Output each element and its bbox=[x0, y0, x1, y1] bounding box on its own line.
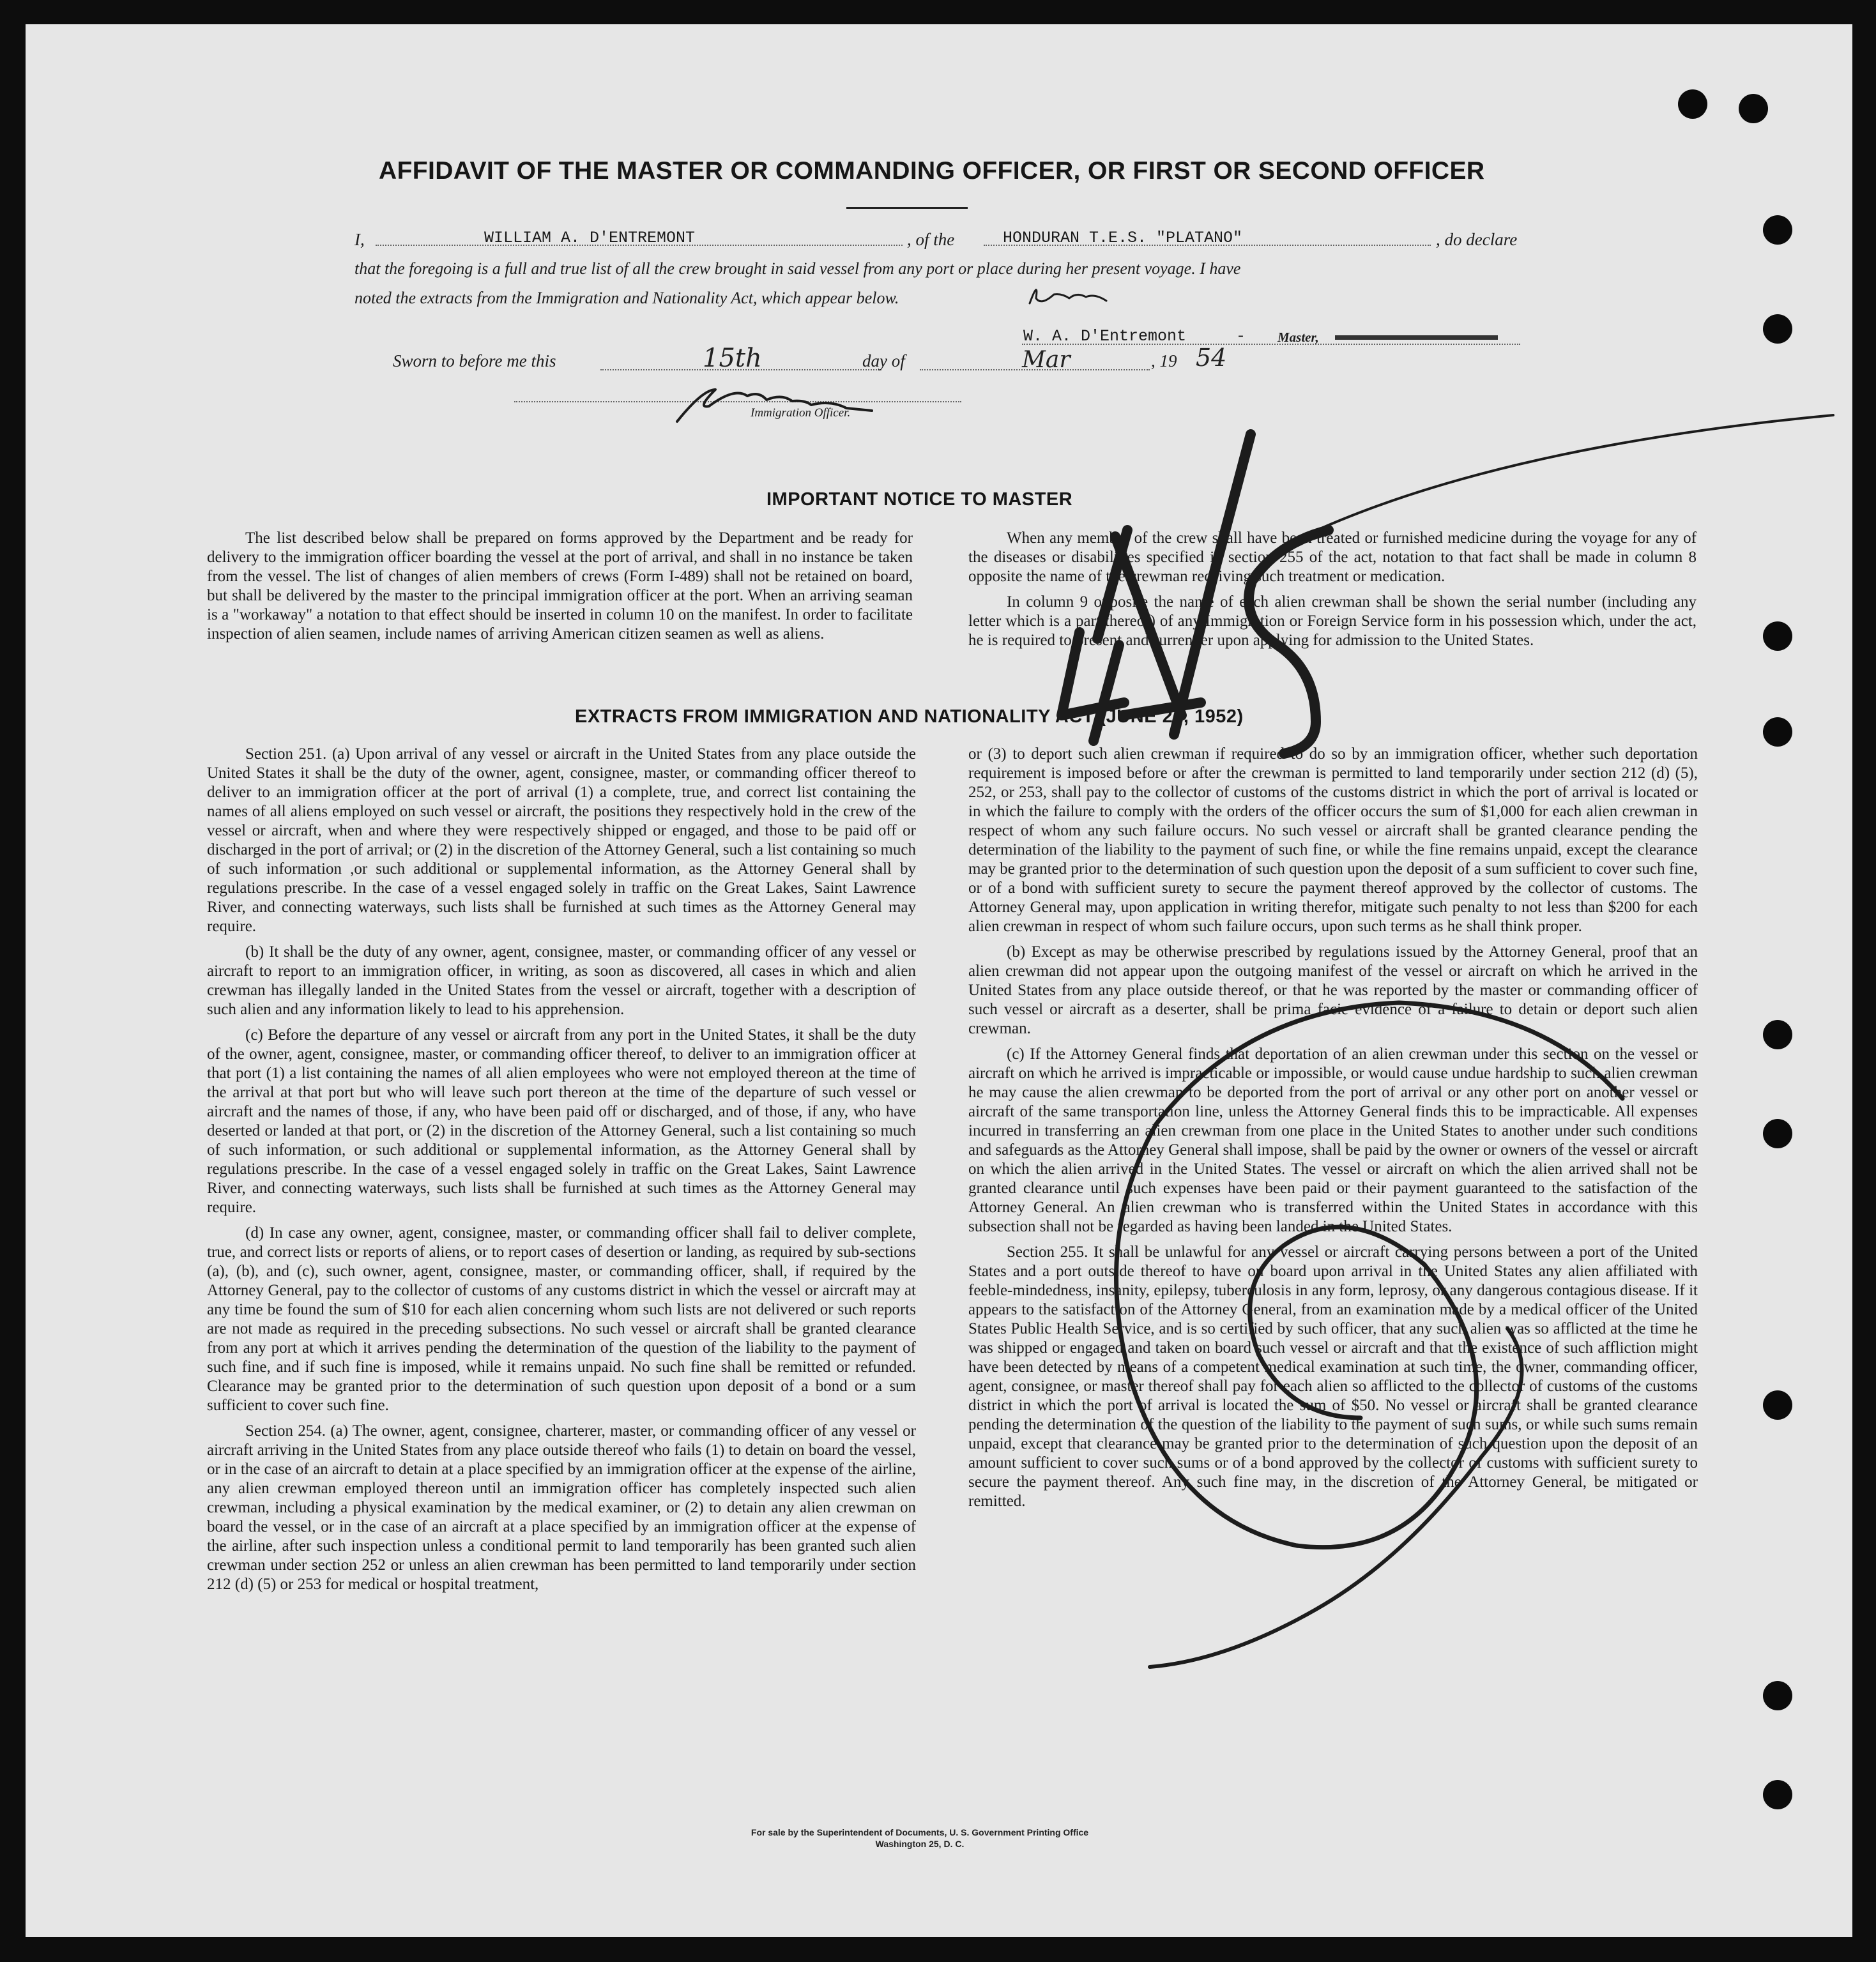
master-typed-name: W. A. D'Entremont bbox=[1023, 327, 1187, 346]
footer-line-2: Washington 25, D. C. bbox=[875, 1839, 965, 1849]
punch-hole bbox=[1763, 215, 1792, 245]
notice-right-column bbox=[968, 529, 1697, 657]
extract-section-254a: Section 254. (a) The owner, agent, consignee, charterer, master, or commanding officer of any vessel or aircraft arriving in the United States from any place outside thereof who fails (1) to detain on board the vessel, or in the case of an aircraft to detain at a place specified by an immigration officer at the expense of the airline, any alien crewman employed thereon until an immigration officer has completely inspected such alien crewman, including a physical examination by the medical examiner, or (2) to detain any alien crewman on board the vessel, or in the case of an aircraft at a place specified by an immigration officer at the expense of the airline, after such inspection unless a conditional permit to land temporarily has been granted such alien crewman under section 252 or unless an alien crewman has been permitted to land temporarily under section 212 (d) (5) or 253 for medical or hospital treatment, bbox=[207, 1422, 916, 1593]
sworn-label: Sworn to before me this bbox=[393, 351, 556, 370]
declaration-prefix: I, bbox=[355, 230, 365, 249]
sworn-day: 15th bbox=[703, 344, 762, 373]
notice-heading: IMPORTANT NOTICE TO MASTER bbox=[766, 489, 1073, 510]
punch-hole bbox=[1763, 621, 1792, 651]
notice-left-column bbox=[207, 529, 913, 650]
printing-office-footer bbox=[664, 1827, 1175, 1850]
extracts-heading: EXTRACTS FROM IMMIGRATION AND NATIONALITY ACT (JUNE 27, 1952) bbox=[575, 706, 1244, 727]
declaration-line-3: noted the extracts from the Immigration and Nationality Act, which appear below. bbox=[355, 289, 899, 307]
title-underline bbox=[846, 207, 968, 209]
master-role-label: Master, bbox=[1277, 330, 1319, 345]
sworn-year: 54 bbox=[1196, 344, 1227, 372]
punch-hole bbox=[1763, 314, 1792, 344]
extract-section-254c: (c) If the Attorney General finds that deportation of an alien crewman under this section on the vessel or aircraft on which he arrived is impracticable or impossible, or would cause undue hardship to such alien crewman he may cause the alien crewman to be deported from the port of arrival or any other port on another vessel or aircraft of the same transportation line, unless the Attorney General finds this to be impracticable. All expenses incurred in transferring an alien crewman from one place in the United States to another under such conditions and safeguards as the Attorney General shall impose, shall be paid by the owner or owners of the vessel or aircraft on which the alien arrived in the United States. The vessel or aircraft on which the alien arrived shall not be granted clearance until such expenses have been paid or their payment guaranteed to the satisfaction of the Attorney General. An alien crewman who is transferred within the United States in accordance with this subsection shall not be regarded as having been landed in the United States. bbox=[968, 1046, 1698, 1235]
declarant-name: WILLIAM A. D'ENTREMONT bbox=[484, 229, 696, 247]
extract-section-254b: (b) Except as may be otherwise prescribed by regulations issued by the Attorney General, proof that an alien crewman did not appear upon the outgoing manifest of the vessel or aircraft on which he arrived in the United States from any place outside thereof, or that he was reported by the master or commanding officer of such vessel or aircraft as a deserter, shall be prima facie evidence of a failure to detain or deport such alien crewman. bbox=[968, 943, 1698, 1037]
extract-section-251d: (d) In case any owner, agent, consignee, master, or commanding officer shall fail to deliver complete, true, and correct lists or reports of aliens, or to report cases of desertion or landing, as required by sub-sections (a), (b), and (c), such owner, agent, consignee, master, or commanding officer, shall, if required by the Attorney General, pay to the collector of customs of any customs district in which the vessel or aircraft may at any time be found the sum of $10 for each alien concerning whom such lists are not delivered or such reports are not made as required in the preceding subsections. No such vessel or aircraft shall be granted clearance from any port at which it arrives pending the determination of the question of the liability to the payment of such fine, and if such fine is imposed, while it remains unpaid. No such fine shall be remitted or refunded. Clearance may be granted prior to the determination of such question upon deposit of a bond or a sum sufficient to cover such fine. bbox=[207, 1224, 916, 1414]
extract-section-254a-continued: or (3) to deport such alien crewman if required to do so by an immigration officer, whether such deportation requirement is imposed before or after the crewman is permitted to land temporarily under section 212 (d) (5), 252, or 253, shall pay to the collector of customs of the customs district in which the port of arrival is located or in which the failure to comply with the orders of the officer occurs the sum of $1,000 for each alien crewman in respect of whom any such failure occurs. No such vessel or aircraft shall be granted clearance pending the determination of the liability to the payment of such fine, or while the fine remains unpaid, except the clearance may be granted prior to the determination of such question upon the deposit of a sum sufficient to cover such fine, or of a bond with sufficient surety to secure the payment thereof approved by the collector of customs. The Attorney General may, upon application in writing therefor, mitigate such penalty to not less than $200 for each alien crewman in respect of whom such failure occurs, upon such terms as he shall think proper. bbox=[968, 745, 1698, 935]
notice-right-paragraph-1: When any member of the crew shall have been treated or furnished medicine during the voyage for any of the diseases or disabilities specified in section 255 of the act, notation to that fact shall be made in column 8 opposite the name of the crewman receiving such treatment or medication. bbox=[968, 529, 1697, 585]
punch-hole bbox=[1678, 89, 1707, 119]
immigration-officer-label: Immigration Officer. bbox=[751, 406, 851, 420]
punch-hole bbox=[1763, 1390, 1792, 1420]
extract-section-255: Section 255. It shall be unlawful for any vessel or aircraft carrying persons between a port of the United States and a port outside thereof to have on board upon arrival in the United States any alien affiliated with feeble-mindedness, insanity, epilepsy, tuberculosis in any form, leprosy, or any dangerous contagious disease. If it appears to the satisfaction of the Attorney General, from an examination made by a medical officer of the United States Public Health Service, and is so certified by such officer, that any such alien was so afflicted at the time he was shipped or engaged and taken on board such vessel or aircraft and that the existence of such affliction might have been detected by means of a competent medical examination at such time, the owner, commanding officer, agent, consignee, or master thereof shall pay for each alien so afflicted to the collector of customs of the customs district in which the port of arrival is located the sum of $50. No vessel or aircraft shall be granted clearance pending the determination of the question of the liability to the payment of such sums, or while such sums remain unpaid, except that clearance may be granted prior to the determination of such question upon the deposit of an amount sufficient to cover such sums or of a bond approved by the collector of customs with sufficient surety to secure the payment thereof. Any such fine may, in the discretion of the Attorney General, be mitigated or remitted. bbox=[968, 1243, 1698, 1510]
strikethrough-mark bbox=[1335, 335, 1498, 340]
punch-hole bbox=[1763, 1681, 1792, 1710]
extract-section-251c: (c) Before the departure of any vessel or aircraft from any port in the United States, it shall be the duty of the owner, agent, consignee, master, or commanding officer thereof, to deliver to an immigration officer at that port (1) a list containing the names of all alien employees who were not employed thereon at the time of the arrival at that port but who will leave such port thereon at the time of the departure of such vessel or aircraft and the names of those, if any, who have been paid off or discharged, and of those, if any, who have deserted or landed at that port, or (2) in the discretion of the Attorney General, such a list containing so much of such information, or such additional or supplemental information, as the Attorney General shall by regulations prescribe. In the case of a vessel engaged solely in traffic on the Great Lakes, Saint Lawrence River, and connecting waterways, such lists shall be furnished at such times as the Attorney General may require. bbox=[207, 1026, 916, 1216]
do-declare-label: , do declare bbox=[1436, 230, 1518, 249]
signature-dash: - bbox=[1236, 327, 1246, 346]
form-title: AFFIDAVIT OF THE MASTER OR COMMANDING OFFICER, OR FIRST OR SECOND OFFICER bbox=[379, 157, 1485, 185]
extracts-right-column bbox=[968, 745, 1698, 1517]
footer-line-1: For sale by the Superintendent of Documents, U. S. Government Printing Office bbox=[751, 1827, 1089, 1837]
declaration-line-2: that the foregoing is a full and true list of all the crew brought in said vessel from any port or place during her present voyage. I have bbox=[355, 259, 1241, 278]
punch-hole bbox=[1763, 717, 1792, 747]
punch-hole bbox=[1763, 1020, 1792, 1049]
extract-section-251b: (b) It shall be the duty of any owner, agent, consignee, master, or commanding officer of any vessel or aircraft to report to an immigration officer, in writing, as soon as discovered, all cases in which and alien crewman has illegally landed in the United States from the vessel or aircraft, together with a description of such alien and any information likely to lead to his apprehension. bbox=[207, 943, 916, 1018]
punch-hole bbox=[1763, 1119, 1792, 1148]
notice-left-paragraph: The list described below shall be prepared on forms approved by the Department and be ready for delivery to the immigration officer boarding the vessel at the port of arrival, and shall in no instance be taken from the vessel. The list of changes of alien members of crews (Form I-489) shall not be retained on board, but shall be delivered by the master to the principal immigration officer at the port. When an arriving seaman is a "workaway" a notation to that effect should be inserted in column 10 on the manifest. In order to facilitate inspection of alien seamen, include names of arriving American citizen seamen as well as aliens. bbox=[207, 529, 913, 643]
of-the-label: , of the bbox=[907, 230, 955, 249]
officer-signature-line bbox=[514, 401, 961, 402]
punch-hole bbox=[1763, 1780, 1792, 1809]
sworn-month: Mar bbox=[1022, 347, 1071, 373]
year-prefix: , 19 bbox=[1151, 351, 1177, 370]
notice-right-paragraph-2: In column 9 opposite the name of each alien crewman shall be shown the serial number (including any letter which is a part thereof) of any Immigration or Foreign Service form in his possession which, under the act, he is required to present and surrender upon applying for admission to the United States. bbox=[968, 593, 1697, 649]
punch-hole bbox=[1739, 94, 1768, 123]
day-of-label: day of bbox=[862, 351, 905, 370]
extract-section-251a: Section 251. (a) Upon arrival of any vessel or aircraft in the United States from any place outside the United States it shall be the duty of the owner, agent, consignee, master, or commanding officer thereof to deliver to an immigration officer at the port of arrival (1) a complete, true, and correct list containing the names of all aliens employed on such vessel or aircraft, the positions they respectively hold in the crew of the vessel or aircraft, when and where they were respectively shipped or engaged, and those to be paid off or discharged in the port of arrival; or (2) in the discretion of the Attorney General, such a list containing so much of such information ,or such additional or supplemental information, as the Attorney General shall by regulations prescribe. In the case of a vessel engaged solely in traffic on the Great Lakes, Saint Lawrence River, and connecting waterways, such lists shall be furnished at such times as the Attorney General may require. bbox=[207, 745, 916, 935]
vessel-name: HONDURAN T.E.S. "PLATANO" bbox=[1003, 229, 1243, 247]
extracts-left-column bbox=[207, 745, 916, 1601]
document-page bbox=[26, 24, 1852, 1937]
